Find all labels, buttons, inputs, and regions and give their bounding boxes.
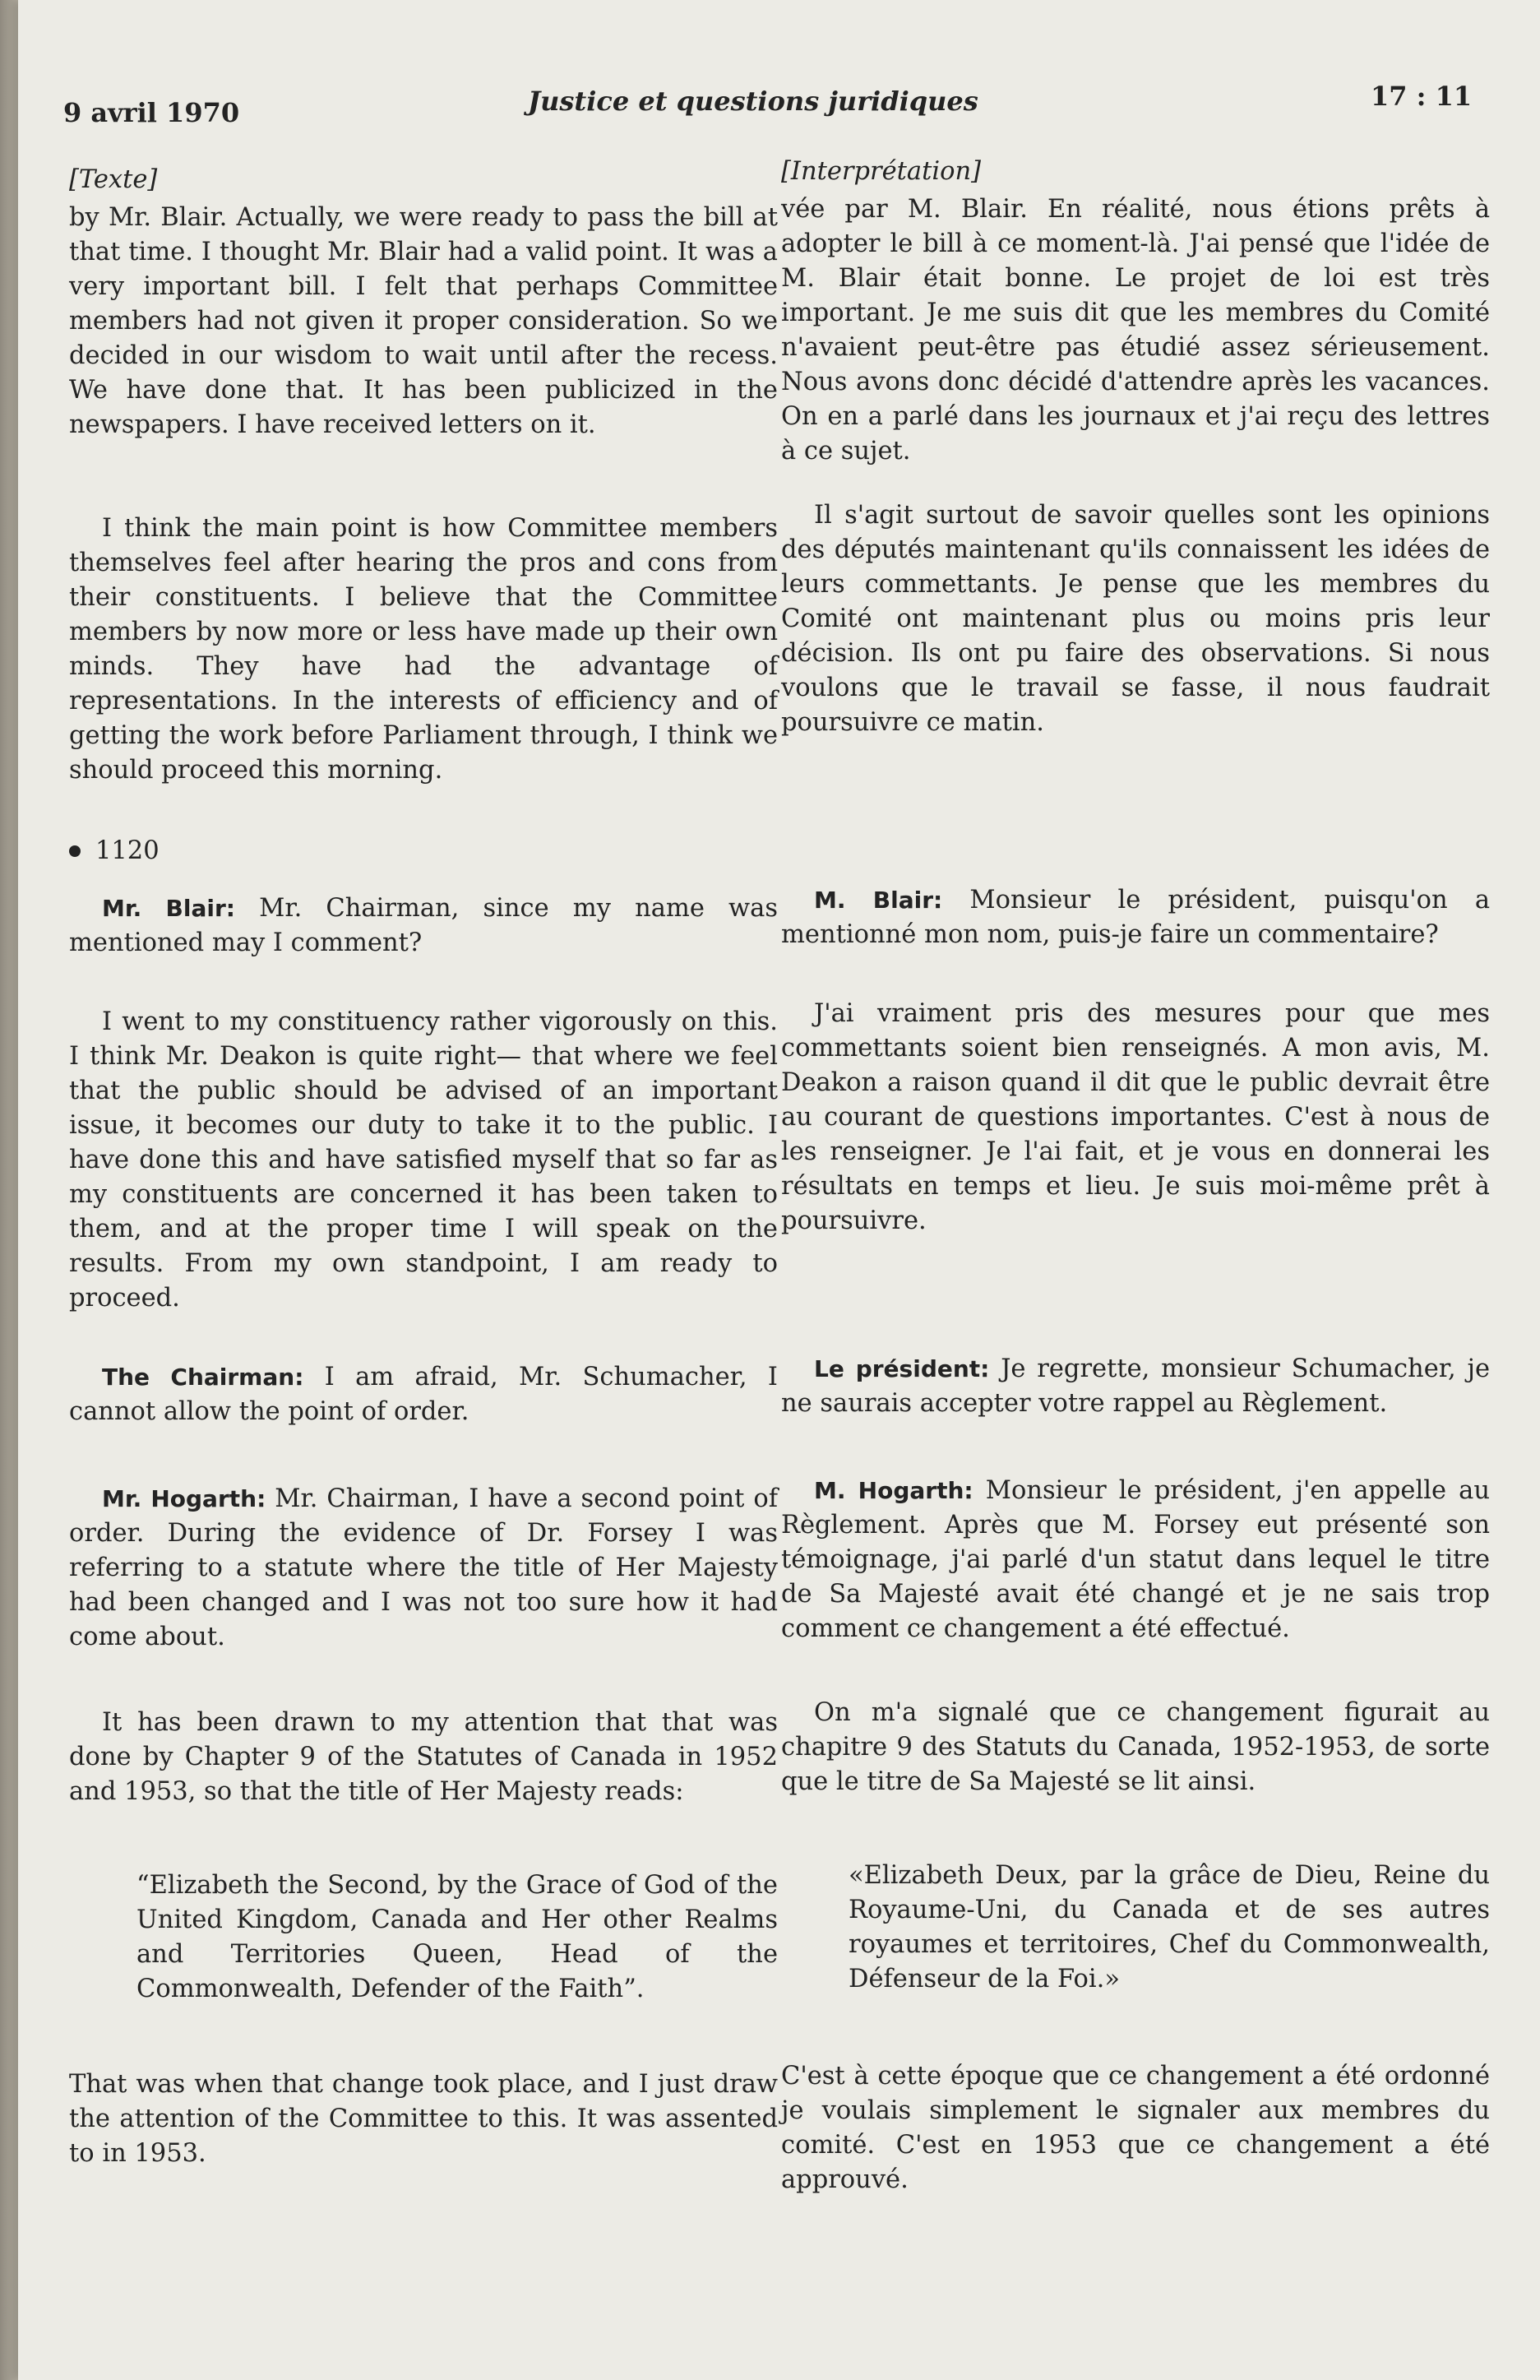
speaker-label: The Chairman: xyxy=(102,1364,304,1391)
speaker-label: M. Blair: xyxy=(814,887,943,914)
english-paragraph-8: That was when that change took place, and I just draw the attention of the Committee to this. It was assented to in 1953. xyxy=(69,2070,778,2168)
french-paragraph-8: C'est à cette époque que ce changement a été ordonné je voulais simplement le signaler aux membres du comité. C'est en 1953 que ce changement a été approuvé. xyxy=(781,2062,1490,2194)
header-date: 9 avril 1970 xyxy=(63,97,240,128)
speaker-label: Mr. Hogarth: xyxy=(102,1485,266,1512)
english-paragraph-1: by Mr. Blair. Actually, we were ready to pass the bill at that time. I thought Mr. Blair had a valid point. It was a very important bill. I felt that perhaps Committee members had not given it proper consideration. So we decided in our wisdom to wait until after the recess. We have done that. It has been publicized in the newspapers. I have received letters on it. xyxy=(69,203,778,439)
french-block-6 xyxy=(781,1474,1490,1646)
french-paragraph-4: J'ai vraiment pris des mesures pour que mes commettants soient bien renseignés. A mon avis, M. Deakon a raison quand il dit que le public devrait être au courant de questions importantes. C'est à nous de les renseigner. Je l'ai fait, et je vous en donnerai les résultats en temps et lieu. Je suis moi-même prêt à poursuivre. xyxy=(781,999,1490,1235)
french-paragraph-7: On m'a signalé que ce changement figurait au chapitre 9 des Statuts du Canada, 1952-1953, de sorte que le titre de Sa Majesté se lit ainsi. xyxy=(781,1698,1490,1796)
english-paragraph-3-text: Mr. Chairman, since my name was mentioned may I comment? xyxy=(69,894,778,957)
header-title: Justice et questions juridiques xyxy=(528,86,978,117)
header-page-number: 17 : 11 xyxy=(1371,81,1473,112)
english-paragraph-6 xyxy=(69,1482,778,1655)
french-block-4 xyxy=(781,997,1490,1239)
french-paragraph-5-text: Je regrette, monsieur Schumacher, je ne saurais accepter votre rappel au Règlement. xyxy=(781,1354,1491,1418)
english-block-5 xyxy=(69,1360,778,1429)
english-block-8 xyxy=(69,2067,778,2171)
french-interpretation-tag: [Interprétation] xyxy=(781,157,981,186)
french-paragraph-2: Il s'agit surtout de savoir quelles sont les opinions des députés maintenant qu'ils connaissent les idées de leurs commettants. Je pense que les membres du Comité ont maintenant plus ou moins pris leur décision. Ils ont pu faire des observations. Si nous voulons que le travail se fasse, il nous faudrait poursuivre ce matin. xyxy=(781,501,1490,737)
french-paragraph-6-text: Monsieur le président, j'en appelle au Règlement. Après que M. Forsey eut présenté son témoignage, j'ai parlé d'un statut dans lequel le titre de Sa Majesté avait été changé et je ne sais trop comment ce changement a été effectué. xyxy=(781,1476,1490,1643)
english-block-7 xyxy=(69,1706,778,1809)
french-block-quote xyxy=(781,1859,1490,1997)
english-paragraph-6-text: Mr. Chairman, I have a second point of order. During the evidence of Dr. Forsey I was referring to a statute where the title of Her Majesty had been changed and I was not too sure how it had come about. xyxy=(69,1484,779,1651)
english-paragraph-5-text: I am afraid, Mr. Schumacher, I cannot allow the point of order. xyxy=(69,1363,778,1426)
french-paragraph-5 xyxy=(781,1352,1490,1421)
french-block-3 xyxy=(781,883,1490,952)
english-block-2 xyxy=(69,512,778,788)
english-text-tag: [Texte] xyxy=(69,165,158,194)
french-quotation: «Elizabeth Deux, par la grâce de Dieu, Reine du Royaume-Uni, du Canada et de ses autres royaumes et territoires, Chef du Commonwealth, Défenseur de la Foi.» xyxy=(849,1861,1490,1993)
book-spine-edge xyxy=(0,0,18,2380)
english-block-quote xyxy=(69,1868,778,2007)
document-page xyxy=(18,0,1540,2380)
french-block-2 xyxy=(781,498,1490,740)
english-block-4 xyxy=(69,1005,778,1316)
english-block-1 xyxy=(69,163,778,442)
english-block-3 xyxy=(69,891,778,961)
english-paragraph-3 xyxy=(69,891,778,961)
french-block-1 xyxy=(781,155,1490,469)
french-paragraph-3-text: Monsieur le président, puisqu'on a mentionné mon nom, puis-je faire un commentaire? xyxy=(781,886,1491,949)
speaker-label: M. Hogarth: xyxy=(814,1477,973,1504)
french-block-7 xyxy=(781,1696,1490,1799)
time-marker xyxy=(69,834,778,868)
french-paragraph-3 xyxy=(781,883,1490,952)
bullet-icon xyxy=(69,845,81,857)
english-paragraph-5 xyxy=(69,1360,778,1429)
french-paragraph-1: vée par M. Blair. En réalité, nous étions prêts à adopter le bill à ce moment-là. J'ai pensé que l'idée de M. Blair était bonne. Le projet de loi est très important. Je me suis dit que les membres du Comité n'avaient peut-être pas étudié assez sérieusement. Nous avons donc décidé d'attendre après les vacances. On en a parlé dans les journaux et j'ai reçu des lettres à ce sujet. xyxy=(781,195,1490,465)
french-block-5 xyxy=(781,1352,1490,1421)
page-header xyxy=(18,81,1540,130)
english-block-6 xyxy=(69,1482,778,1655)
french-block-8 xyxy=(781,2059,1490,2197)
french-paragraph-6 xyxy=(781,1474,1490,1646)
speaker-label: Mr. Blair: xyxy=(102,895,235,922)
english-paragraph-2: I think the main point is how Committee members themselves feel after hearing the pros and cons from their constituents. I believe that the Committee members by now more or less have made up their own minds. They have had the advantage of representations. In the interests of efficiency and of getting the work before Parliament through, I think we should proceed this morning. xyxy=(69,514,778,785)
speaker-label: Le président: xyxy=(814,1355,990,1382)
time-marker-label: 1120 xyxy=(95,836,160,865)
english-paragraph-7: It has been drawn to my attention that that was done by Chapter 9 of the Statutes of Canada in 1952 and 1953, so that the title of Her Majesty reads: xyxy=(69,1708,778,1806)
english-paragraph-4: I went to my constituency rather vigorously on this. I think Mr. Deakon is quite right— that where we feel that the public should be advised of an important issue, it becomes our duty to take it to the public. I have done this and have satisfied myself that so far as my constituents are concerned it has been taken to them, and at the proper time I will speak on the results. From my own standpoint, I am ready to proceed. xyxy=(69,1007,778,1313)
english-quotation: “Elizabeth the Second, by the Grace of God of the United Kingdom, Canada and Her other Realms and Territories Queen, Head of the Commonwealth, Defender of the Faith”. xyxy=(136,1871,778,2003)
